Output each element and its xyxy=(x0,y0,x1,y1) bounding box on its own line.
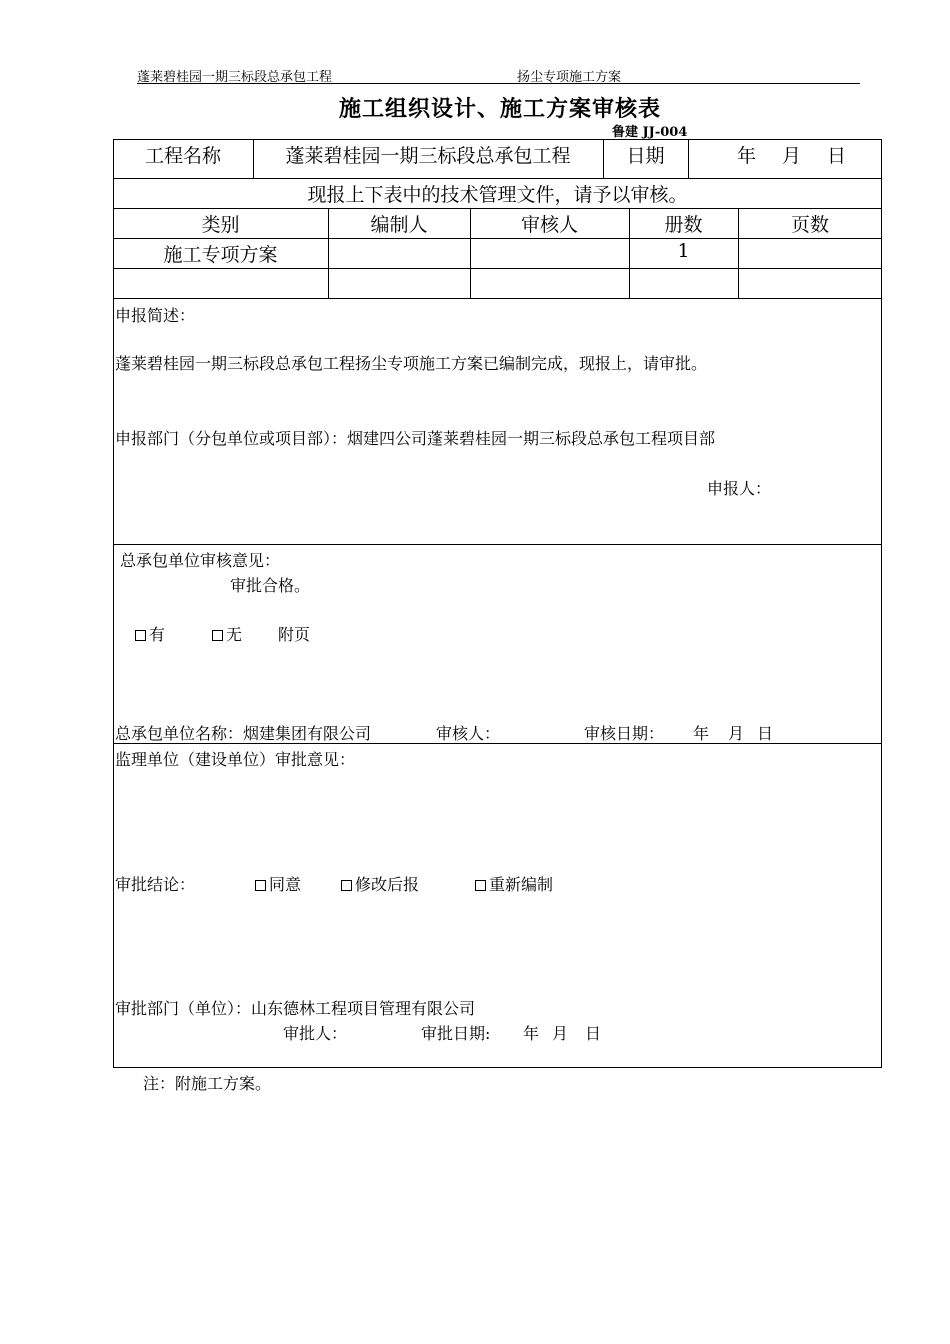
rule-section-gc xyxy=(113,544,882,545)
checkbox-icon xyxy=(341,880,352,891)
gc-reviewer: 审核人： xyxy=(436,724,501,743)
header-doc-name: 扬尘专项施工方案 xyxy=(517,70,622,85)
header-rule xyxy=(137,83,860,84)
rule-row2 xyxy=(113,208,882,209)
declaration-dept: 申报部门（分包单位或项目部）：烟建四公司蓬莱碧桂园一期三标段总承包工程项目部 xyxy=(115,429,716,448)
option-redo: 重新编制 xyxy=(475,872,553,895)
declaration-applicant: 申报人： xyxy=(707,479,772,498)
gc-unit-name: 总承包单位名称：烟建集团有限公司 xyxy=(115,724,372,743)
gc-option-yes: 有 xyxy=(135,622,165,645)
checkbox-icon xyxy=(255,880,266,891)
footnote: 注：附施工方案。 xyxy=(143,1074,272,1093)
rule-v3 xyxy=(688,139,689,178)
request-line: 现报上下表中的技术管理文件，请予以审核。 xyxy=(307,184,688,206)
gc-attachment: 附页 xyxy=(278,625,311,644)
table-row-category: 施工专项方案 xyxy=(163,244,278,266)
form-code: 鲁建 JJ-004 xyxy=(612,125,688,140)
checkbox-icon xyxy=(475,880,486,891)
gc-date-year: 年 xyxy=(693,724,710,743)
form-table xyxy=(113,139,882,1068)
supervision-date-day: 日 xyxy=(585,1024,602,1043)
supervision-date-year: 年 xyxy=(523,1024,540,1043)
supervision-conclusion: 审批结论： xyxy=(115,875,196,894)
project-name-value: 蓬莱碧桂园一期三标段总承包工程 xyxy=(285,145,571,167)
date-year: 年 xyxy=(737,145,757,167)
supervision-approve-date: 审批日期: xyxy=(421,1024,491,1043)
gc-review-opinion: 审批合格。 xyxy=(230,576,311,595)
checkbox-icon xyxy=(135,630,146,641)
gc-date-day: 日 xyxy=(757,724,774,743)
rule-row5 xyxy=(113,298,882,299)
option-revise: 修改后报 xyxy=(341,872,419,895)
declaration-label: 申报简述： xyxy=(115,306,196,325)
date-day: 日 xyxy=(827,145,847,167)
col-pages: 页数 xyxy=(790,214,829,236)
form-title: 施工组织设计、施工方案审核表 xyxy=(338,96,661,122)
col-reviewer: 审核人 xyxy=(520,214,578,236)
supervision-label: 监理单位（建设单位）审批意见： xyxy=(115,750,356,769)
date-label: 日期 xyxy=(626,145,665,167)
date-month: 月 xyxy=(782,145,802,167)
declaration-text: 蓬莱碧桂园一期三标段总承包工程扬尘专项施工方案已编制完成，现报上，请审批。 xyxy=(115,354,708,373)
table-row-volumes: 1 xyxy=(677,240,690,262)
gc-review-label: 总承包单位审核意见： xyxy=(120,551,281,570)
rule-row3 xyxy=(113,238,882,239)
rule-row1 xyxy=(113,178,882,179)
col-category: 类别 xyxy=(201,214,240,236)
col-volumes: 册数 xyxy=(664,214,703,236)
supervision-dept: 审批部门（单位）：山东德林工程项目管理有限公司 xyxy=(115,999,476,1018)
col-compiler: 编制人 xyxy=(370,214,428,236)
option-agree: 同意 xyxy=(255,872,301,895)
rule-row4 xyxy=(113,268,882,269)
checkbox-icon xyxy=(212,630,223,641)
gc-option-no: 无 xyxy=(212,622,242,645)
header-project-name: 蓬莱碧桂园一期三标段总承包工程 xyxy=(137,70,333,85)
supervision-approver: 审批人： xyxy=(283,1024,348,1043)
project-name-label: 工程名称 xyxy=(144,145,221,167)
supervision-date-month: 月 xyxy=(552,1024,569,1043)
gc-review-date: 审核日期： xyxy=(584,724,665,743)
gc-date-month: 月 xyxy=(728,724,745,743)
